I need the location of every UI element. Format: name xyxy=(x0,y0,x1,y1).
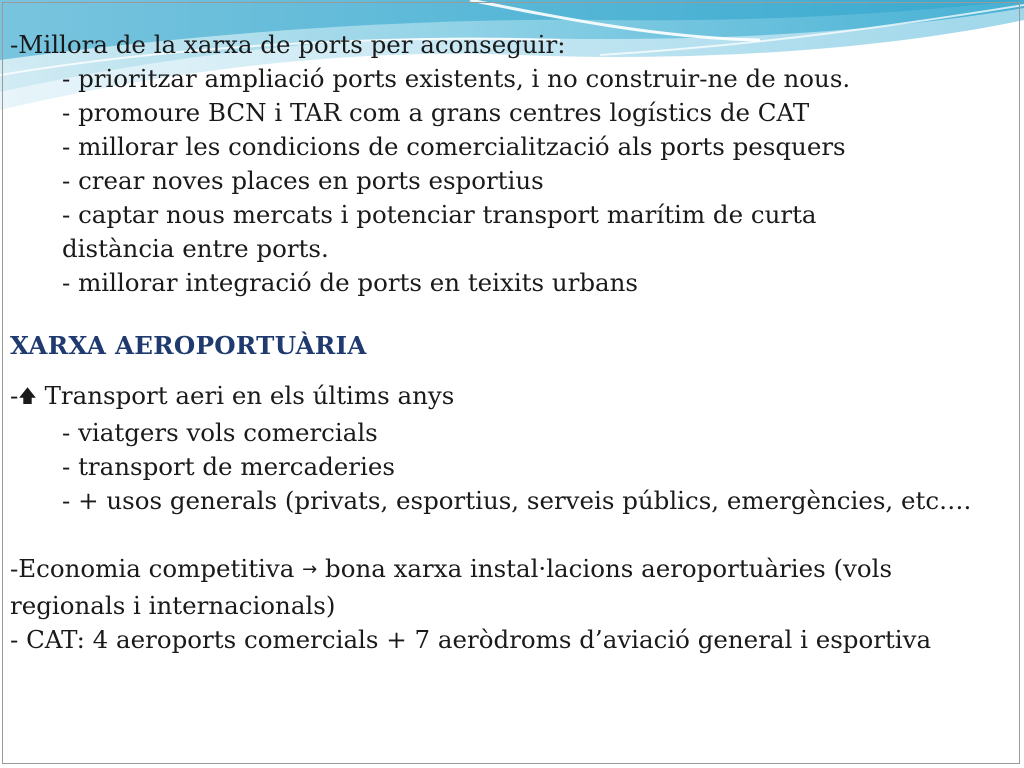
airport-heading: XARXA AEROPORTUÀRIA xyxy=(10,331,367,360)
slide-body xyxy=(10,28,1015,657)
ports-item: - captar nous mercats i potenciar transport marítim de curta xyxy=(62,200,817,229)
economy-before: -Economia competitiva xyxy=(10,554,303,583)
right-arrow-icon: → xyxy=(302,559,318,580)
growth-item: - transport de mercaderies xyxy=(62,452,395,481)
ports-item: distància entre ports. xyxy=(62,234,329,263)
growth-item: - + usos generals (privats, esportius, serveis públics, emergències, etc…. xyxy=(62,486,972,515)
ports-intro: -Millora de la xarxa de ports per aconseguir: xyxy=(10,30,566,59)
ports-item: - millorar les condicions de comercialització als ports pesquers xyxy=(62,132,846,161)
cat-line: - CAT: 4 aeroports comercials + 7 aeròdroms d’aviació general i esportiva xyxy=(10,625,932,654)
growth-item: - viatgers vols comercials xyxy=(62,418,378,447)
economy-after: bona xarxa instal·lacions aeroportuàries (vols regionals i internacionals) xyxy=(10,554,893,620)
ports-item: - promoure BCN i TAR com a grans centres logístics de CAT xyxy=(62,98,810,127)
growth-text: Transport aeri en els últims anys xyxy=(36,381,455,410)
up-arrow-icon: 🡅 xyxy=(18,386,37,407)
economy-paragraph xyxy=(10,552,1015,623)
airport-growth-line xyxy=(10,379,1015,416)
growth-prefix: - xyxy=(10,381,19,410)
ports-item: - prioritzar ampliació ports existents, i no construir-ne de nous. xyxy=(62,64,851,93)
ports-item: - millorar integració de ports en teixits urbans xyxy=(62,268,638,297)
ports-item: - crear noves places en ports esportius xyxy=(62,166,544,195)
